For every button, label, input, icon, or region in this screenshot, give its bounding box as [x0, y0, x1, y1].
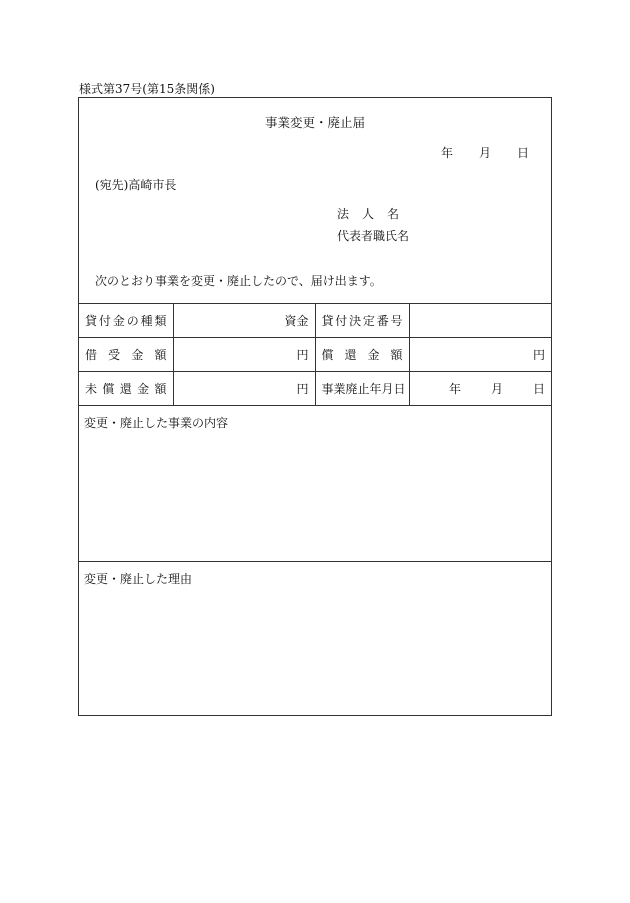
loan-info-table: [79, 303, 551, 406]
date-month-label: 月: [479, 146, 492, 160]
yen-unit: 円: [296, 348, 309, 362]
loan-type-label: 貸付金の種類: [79, 304, 173, 338]
representative-label: 代表者職氏名: [337, 229, 410, 243]
abolition-day-label: 日: [532, 382, 545, 396]
form-frame: [78, 97, 552, 716]
yen-unit: 円: [296, 382, 309, 396]
table-row: [79, 304, 551, 338]
statement: 次のとおり事業を変更・廃止したので、届け出ます。: [95, 274, 382, 288]
form-number: 様式第37号(第15条関係): [79, 82, 215, 96]
date-day-label: 日: [517, 146, 530, 160]
yen-unit: 円: [532, 348, 545, 362]
abolition-year-label: 年: [448, 382, 461, 396]
borrowed-amount-label: 借受金額: [79, 338, 173, 372]
table-row: [79, 338, 551, 372]
abolition-date-field[interactable]: [409, 372, 551, 406]
form-title: 事業変更・廃止届: [264, 115, 365, 130]
content-heading: 変更・廃止した事業の内容: [84, 416, 229, 430]
loan-type-field[interactable]: [173, 304, 315, 338]
addressee: (宛先)高崎市長: [95, 178, 177, 192]
abolition-date-label: 事業廃止年月日: [315, 372, 409, 406]
table-row: [79, 372, 551, 406]
content-section[interactable]: [79, 405, 551, 562]
unpaid-amount-label: 未償還金額: [79, 372, 173, 406]
repaid-amount-field[interactable]: [409, 338, 551, 372]
borrowed-amount-field[interactable]: [173, 338, 315, 372]
repaid-amount-label: 償還金額: [315, 338, 409, 372]
decision-number-label: 貸付決定番号: [315, 304, 409, 338]
submission-date: [441, 144, 529, 161]
reason-heading: 変更・廃止した理由: [84, 572, 193, 586]
decision-number-field[interactable]: [409, 304, 551, 338]
date-year-label: 年: [441, 146, 454, 160]
reason-section[interactable]: [79, 561, 551, 715]
unpaid-amount-field[interactable]: [173, 372, 315, 406]
loan-type-suffix: 資金: [284, 314, 309, 328]
abolition-month-label: 月: [490, 382, 503, 396]
corp-name-label: 法人名: [337, 207, 413, 221]
